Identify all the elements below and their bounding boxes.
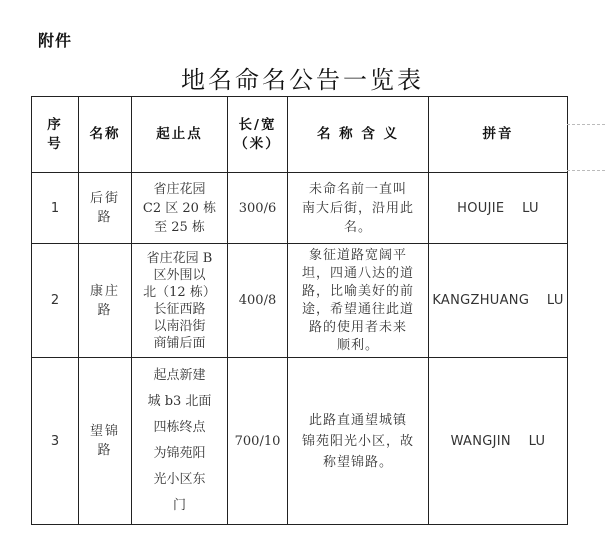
col-header-pinyin: 拼音 [429,97,568,173]
gazette-table [31,96,568,525]
row-name: 后街 路 [79,173,132,244]
row-meaning: 未命名前一直叫 南大后街，沿用此 名。 [288,173,429,244]
table-row [32,358,568,525]
row-length-width: 400/8 [228,244,288,358]
table-row [32,244,568,358]
row-length-width: 300/6 [228,173,288,244]
col-header-name: 名称 [79,97,132,173]
row-name: 康庄 路 [79,244,132,358]
row-meaning: 此路直通望城镇 锦苑阳光小区，故 称望锦路。 [288,358,429,525]
col-header-index: 序 号 [32,97,79,173]
margin-dash-line [567,170,605,171]
col-header-meaning: 名 称 含 义 [288,97,429,173]
row-range: 省庄花园 C2 区 20 栋 至 25 栋 [132,173,228,244]
row-pinyin: HOUJIE LU [429,173,568,244]
col-header-range: 起止点 [132,97,228,173]
row-index: 3 [32,358,79,525]
attachment-label: 附件 [38,31,73,50]
row-meaning: 象征道路宽阔平 坦，四通八达的道 路，比喻美好的前 途，希望通往此道 路的使用者未来 顺利。 [288,244,429,358]
table-row [32,173,568,244]
margin-dash-line [567,124,605,125]
row-index: 2 [32,244,79,358]
col-header-length-width: 长/宽 （米） [228,97,288,173]
row-range: 起点新建 城 b3 北面 四栋终点 为锦苑阳 光小区东 门 [132,358,228,525]
row-pinyin: KANGZHUANG LU [429,244,568,358]
row-name: 望锦 路 [79,358,132,525]
row-length-width: 700/10 [228,358,288,525]
row-range: 省庄花园 B 区外围以 北（12 栋） 长征西路 以南沿街 商铺后面 [132,244,228,358]
table-header-row [32,97,568,173]
row-index: 1 [32,173,79,244]
page-title: 地名命名公告一览表 [181,66,424,94]
row-pinyin: WANGJIN LU [429,358,568,525]
